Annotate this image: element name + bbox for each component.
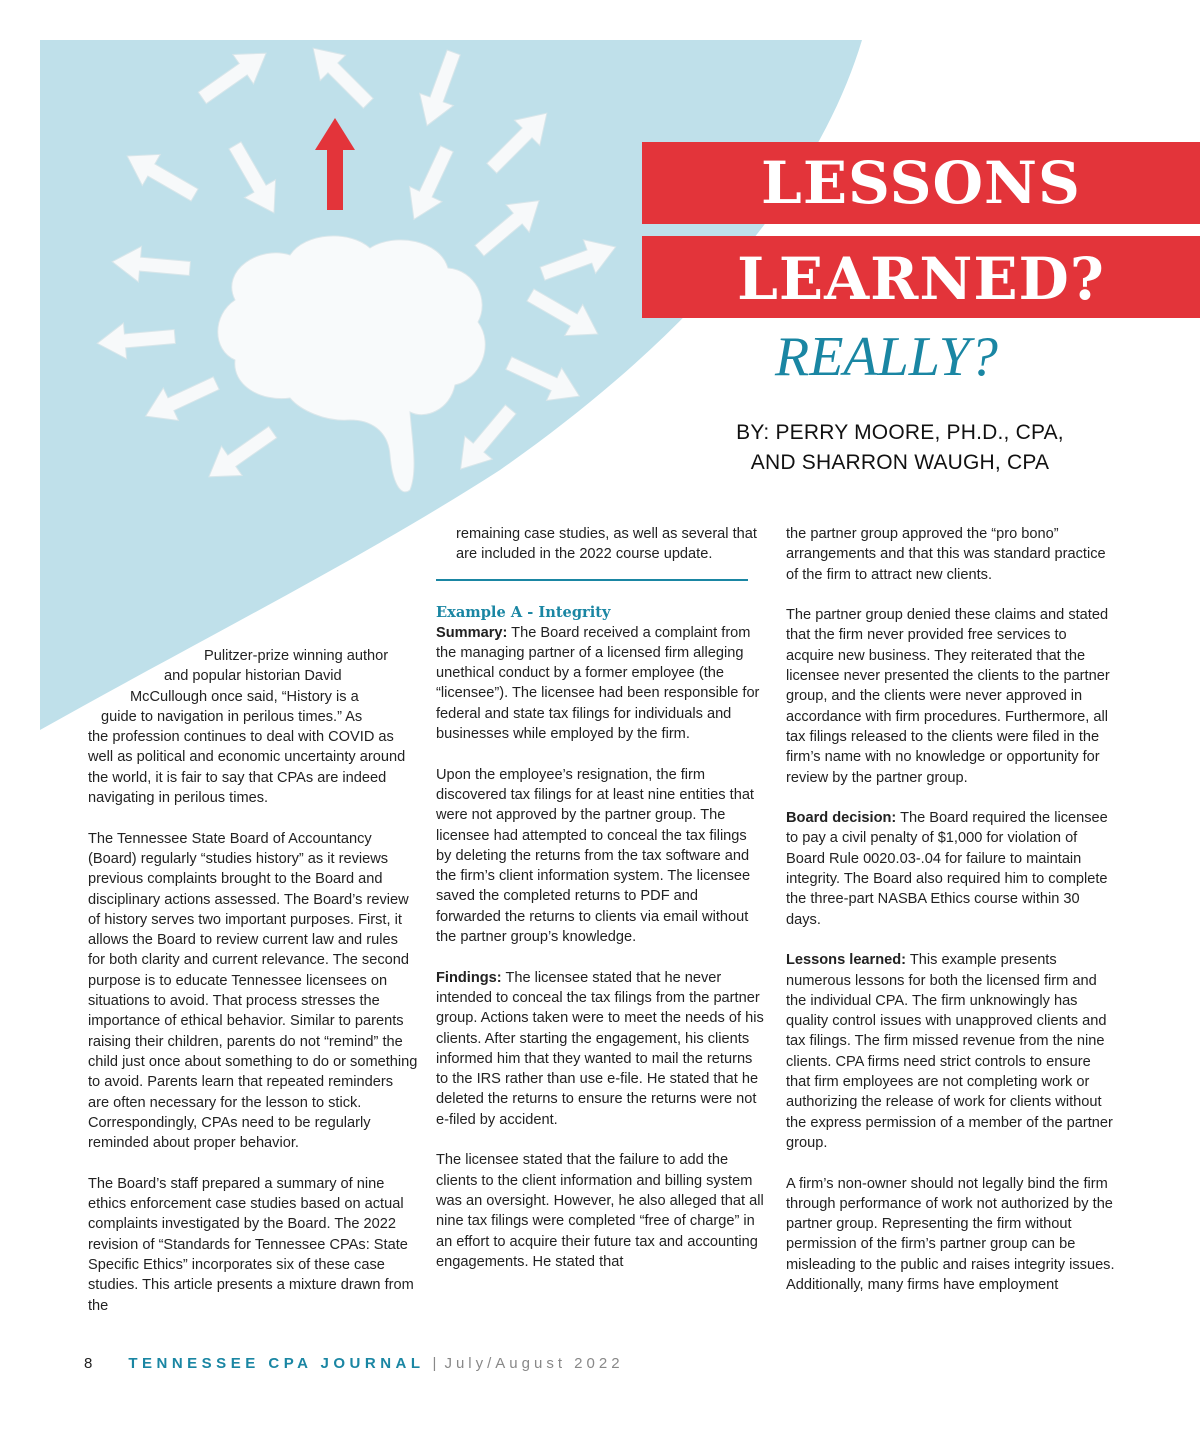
paragraph: The partner group denied these claims and stated that the firm never provided free services to acquire new business. They reiterated that the licensee never presented the clients to the partner group, and the clients were never approved in accordance with firm procedures. Furthermore, all tax filings released to the clients were filed in the firm’s name with no knowledge or opportunity for review by the partner group.: [786, 607, 1110, 786]
footer-separator: |: [432, 1355, 437, 1372]
paragraph: The licensee stated that the failure to add the clients to the client information and billing system was an oversight. However, he also alleged that all nine tax filings were completed “free of charge” in an effort to acquire their future tax and accounting engagements. He stated that: [436, 1152, 764, 1270]
column-1: [88, 646, 418, 1336]
lessons-label: Lessons learned:: [786, 952, 907, 969]
decision-label: Board decision:: [786, 810, 897, 827]
byline-line-2: AND SHARRON WAUGH, CPA: [750, 451, 1050, 474]
paragraph: the partner group approved the “pro bono” arrangements and that this was standard practice of the firm to attract new clients.: [786, 526, 1106, 583]
findings-label: Findings:: [436, 969, 502, 986]
paragraph: the profession continues to deal with COVID as well as political and economic uncertainty around the world, it is fair to say that CPAs are indeed navigating in perilous times.: [88, 729, 406, 807]
title-line-1: LESSONS: [642, 142, 1200, 224]
column-3: [786, 524, 1116, 1316]
intro-line-4: guide to navigation in perilous times.” As: [101, 708, 363, 725]
paragraph: The Tennessee State Board of Accountancy (Board) regularly “studies history” as it reviews previous complaints brought to the Board and disciplinary actions assessed. The Board’s review of history serves two important purposes. First, it allows the Board to review current law and rules for both clarity and current relevance. The second purpose is to educate Tennessee licensees on situations to avoid. That process stresses the importance of ethical behavior. Similar to parents raising their children, parents do not “remind” the child just once about something to do or something to avoid. Parents learn that repeated reminders are often necessary for the lesson to stick. Correspondingly, CPAs need to be regularly reminded about proper behavior.: [88, 830, 418, 1152]
byline-line-1: BY: PERRY MOORE, PH.D., CPA,: [736, 421, 1064, 444]
byline: [690, 418, 1110, 478]
issue-date: July/August 2022: [444, 1355, 624, 1372]
intro-line-1: Pulitzer-prize winning author: [204, 648, 389, 664]
findings-text: The licensee stated that he never intended to conceal the tax filings from the partner group. Actions taken were to meet the needs of his clients. After starting the engagement, his clients informed him that they wanted to mail the returns to the IRS rather than use e-file. He stated that he deleted the returns to ensure the returns were not e-filed by accident.: [436, 969, 764, 1128]
page-footer: [84, 1352, 624, 1376]
decision-text: The Board required the licensee to pay a civil penalty of $1,000 for violation of Board Rule 0020.03-.04 for failure to maintain integrity. The Board also required him to complete the three-part NASBA Ethics course within 30 days.: [786, 810, 1108, 928]
paragraph: A firm’s non-owner should not legally bind the firm through performance of work not authorized by the partner group. Representing the firm without permission of the firm’s partner group can be misleading to the public and raises integrity issues. Additionally, many firms have employment: [786, 1175, 1115, 1293]
summary-text: The Board received a complaint from the managing partner of a licensed firm alleging unethical conduct by a former employee (the “licensee”). The licensee had been responsible for federal and state tax filings for individuals and businesses while employed by the firm.: [436, 624, 760, 743]
paragraph: Upon the employee’s resignation, the firm discovered tax filings for at least nine entities that were not approved by the partner group. The licensee had attempted to conceal the tax filings by deleting the returns from the tax software and the firm’s client information system. The licensee saved the completed returns to PDF and forwarded the returns to clients via email without the partner group’s knowledge.: [436, 766, 754, 946]
paragraph: The Board’s staff prepared a summary of nine ethics enforcement case studies based on actual complaints investigated by the Board. The 2022 revision of “Standards for Tennessee CPAs: State Specific Ethics” incorporates six of these case studies. This article presents a mixture drawn from the: [88, 1175, 414, 1314]
intro-line-2: and popular historian David: [164, 668, 342, 685]
title-line-2: LEARNED?: [642, 236, 1200, 318]
page-number: 8: [84, 1355, 93, 1372]
subtitle: REALLY?: [775, 326, 998, 388]
findings-paragraph: [436, 968, 766, 1130]
lessons-paragraph: [786, 950, 1116, 1153]
summary-paragraph: [436, 623, 766, 745]
column-2: [436, 524, 766, 1292]
lessons-text: This example presents numerous lessons for both the licensed firm and the individual CPA. The firm unknowingly has quality control issues with unapproved clients and tax filings. The firm missed revenue from the nine clients. CPA firms need strict controls to ensure that firm employees are not completing work or authorizing the release of work for clients without the express permission of a member of the partner group.: [786, 952, 1113, 1151]
summary-label: Summary:: [436, 624, 508, 641]
paragraph: remaining case studies, as well as several that are included in the 2022 course update.: [456, 526, 757, 563]
intro-line-3: McCullough once said, “History is a: [130, 688, 359, 705]
journal-name: TENNESSEE CPA JOURNAL: [128, 1355, 425, 1372]
decision-paragraph: [786, 808, 1116, 930]
section-heading: Example A - Integrity: [436, 603, 611, 621]
section-divider: [436, 579, 748, 581]
